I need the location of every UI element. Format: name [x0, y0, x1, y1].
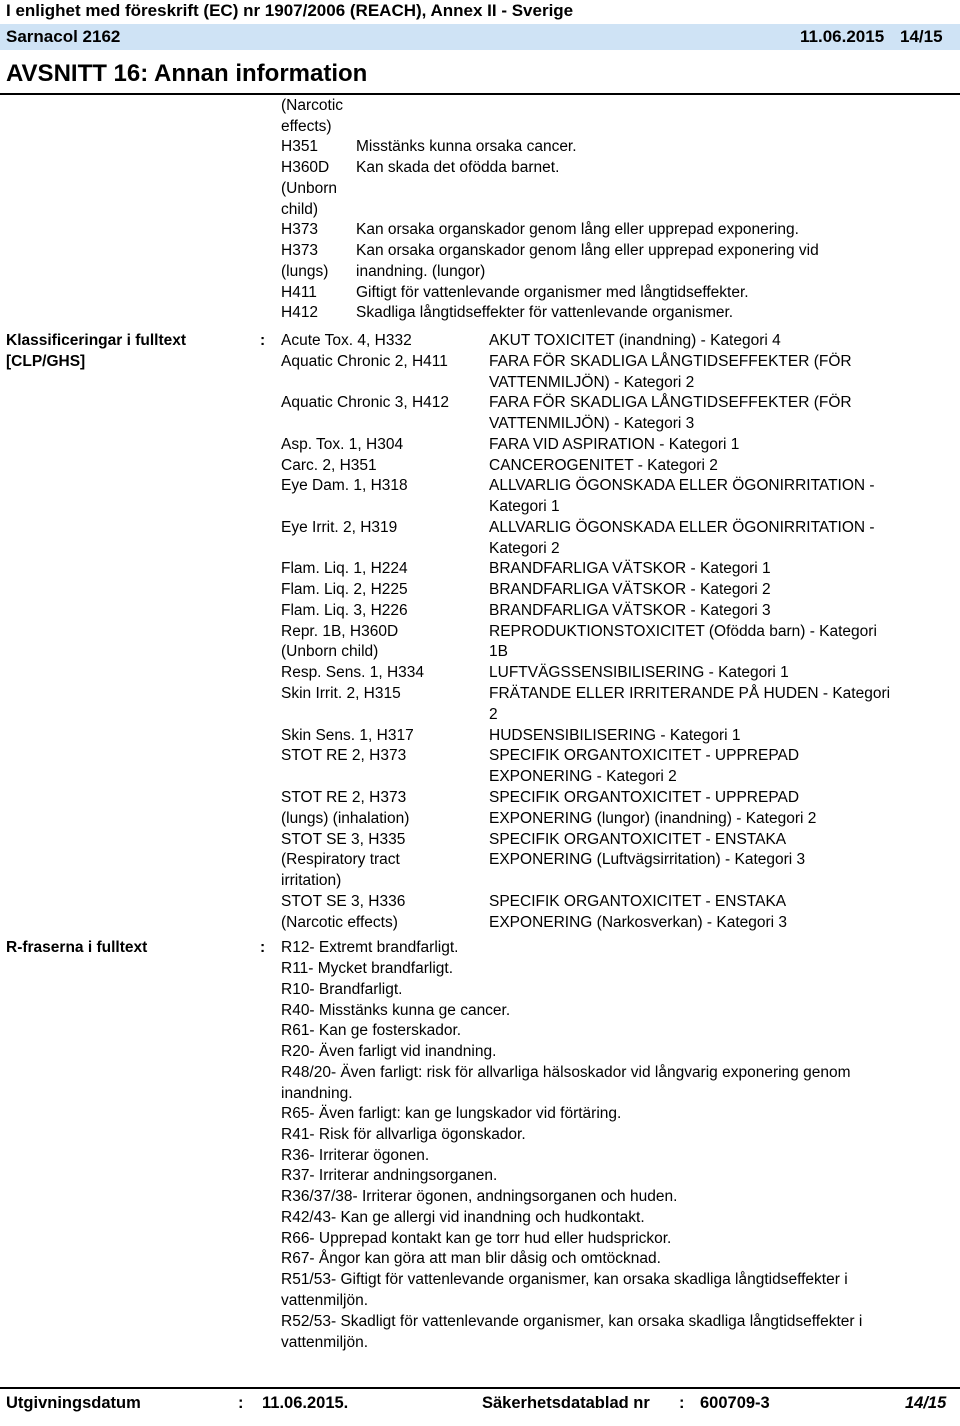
r-phrase: R10- Brandfarligt.	[281, 981, 403, 998]
hazard-description: Kategori 1	[489, 498, 560, 515]
h-statement-text: Kan orsaka organskador genom lång eller upprepad exponering vid	[356, 242, 819, 259]
h-statement-code: child)	[281, 201, 319, 218]
hazard-description: FARA VID ASPIRATION - Kategori 1	[489, 436, 740, 453]
hazard-description: FARA FÖR SKADLIGA LÅNGTIDSEFFEKTER (FÖR	[489, 394, 852, 411]
hazard-class: (Narcotic effects)	[281, 914, 398, 931]
hazard-description: FARA FÖR SKADLIGA LÅNGTIDSEFFEKTER (FÖR	[489, 353, 852, 370]
r-phrase: R52/53- Skadligt för vattenlevande organismer, kan orsaka skadliga långtidseffekter i	[281, 1313, 863, 1330]
r-phrase: R36/37/38- Irriterar ögonen, andningsorganen och huden.	[281, 1188, 678, 1205]
r-phrase: R67- Ångor kan göra att man blir dåsig och omtöcknad.	[281, 1250, 661, 1267]
r-phrases-colon: :	[260, 939, 266, 956]
hazard-class: irritation)	[281, 872, 342, 889]
r-phrase: vattenmiljön.	[281, 1334, 369, 1351]
h-statement-code: (lungs)	[281, 263, 329, 280]
hazard-description: SPECIFIK ORGANTOXICITET - UPPREPAD	[489, 747, 800, 764]
document-header-bar	[0, 24, 960, 50]
hazard-description: AKUT TOXICITET (inandning) - Kategori 4	[489, 332, 781, 349]
classification-colon: :	[260, 332, 266, 349]
footer-page-number: 14/15	[905, 1394, 947, 1412]
hazard-class: (Respiratory tract	[281, 851, 400, 868]
sds-number-label: Säkerhetsdatablad nr	[482, 1394, 650, 1412]
hazard-class: Eye Dam. 1, H318	[281, 477, 408, 494]
hazard-class: Flam. Liq. 2, H225	[281, 581, 408, 598]
h-statement-text: Kan skada det ofödda barnet.	[356, 159, 560, 176]
hazard-class: Eye Irrit. 2, H319	[281, 519, 398, 536]
r-phrase: R66- Upprepad kontakt kan ge torr hud eller hudsprickor.	[281, 1230, 672, 1247]
hazard-class: Skin Irrit. 2, H315	[281, 685, 401, 702]
hazard-class: Skin Sens. 1, H317	[281, 727, 414, 744]
hazard-class: Carc. 2, H351	[281, 457, 377, 474]
r-phrase: inandning.	[281, 1085, 353, 1102]
hazard-class: STOT RE 2, H373	[281, 789, 407, 806]
h-statement-text: Misstänks kunna orsaka cancer.	[356, 138, 577, 155]
r-phrase: R40- Misstänks kunna ge cancer.	[281, 1002, 511, 1019]
hazard-description: BRANDFARLIGA VÄTSKOR - Kategori 1	[489, 560, 771, 577]
h-statement-code: H412	[281, 304, 319, 321]
hazard-description: EXPONERING (Narkosverkan) - Kategori 3	[489, 914, 788, 931]
hazard-description: SPECIFIK ORGANTOXICITET - ENSTAKA	[489, 893, 787, 910]
hazard-description: VATTENMILJÖN) - Kategori 2	[489, 374, 695, 391]
hazard-class: STOT RE 2, H373	[281, 747, 407, 764]
hazard-class: STOT SE 3, H336	[281, 893, 406, 910]
issue-date: 11.06.2015.	[262, 1394, 349, 1412]
h-statement-text: Kan orsaka organskador genom lång eller upprepad exponering.	[356, 221, 799, 238]
section-title: AVSNITT 16: Annan information	[6, 60, 368, 87]
sds-number: 600709-3	[700, 1394, 770, 1412]
hazard-description: SPECIFIK ORGANTOXICITET - UPPREPAD	[489, 789, 800, 806]
hazard-description: FRÄTANDE ELLER IRRITERANDE PÅ HUDEN - Kategori	[489, 685, 891, 702]
hazard-class: Repr. 1B, H360D	[281, 623, 399, 640]
hazard-class: (Unborn child)	[281, 643, 379, 660]
hazard-description: EXPONERING (lungor) (inandning) - Kategori 2	[489, 810, 817, 827]
hazard-description: 2	[489, 706, 498, 723]
r-phrase: R37- Irriterar andningsorganen.	[281, 1167, 498, 1184]
hazard-description: VATTENMILJÖN) - Kategori 3	[489, 415, 695, 432]
h-statement-text: inandning. (lungor)	[356, 263, 486, 280]
r-phrase: R42/43- Kan ge allergi vid inandning och hudkontakt.	[281, 1209, 645, 1226]
hazard-description: BRANDFARLIGA VÄTSKOR - Kategori 2	[489, 581, 771, 598]
header-date: 11.06.2015	[800, 27, 885, 46]
hazard-description: BRANDFARLIGA VÄTSKOR - Kategori 3	[489, 602, 771, 619]
hazard-class: Acute Tox. 4, H332	[281, 332, 412, 349]
hazard-class: STOT SE 3, H335	[281, 831, 406, 848]
r-phrase: R11- Mycket brandfarligt.	[281, 960, 453, 977]
h-statement-code: (Narcotic	[281, 97, 344, 114]
h-statement-code: H373	[281, 242, 319, 259]
h-statement-code: effects)	[281, 118, 332, 135]
hazard-description: REPRODUKTIONSTOXICITET (Ofödda barn) - Kategori	[489, 623, 877, 640]
r-phrase: R36- Irriterar ögonen.	[281, 1147, 430, 1164]
footer-colon: :	[679, 1394, 685, 1412]
hazard-description: ALLVARLIG ÖGONSKADA ELLER ÖGONIRRITATION -	[489, 519, 875, 536]
hazard-description: ALLVARLIG ÖGONSKADA ELLER ÖGONIRRITATION -	[489, 477, 875, 494]
hazard-class: (lungs) (inhalation)	[281, 810, 410, 827]
hazard-class: Asp. Tox. 1, H304	[281, 436, 404, 453]
r-phrase: R65- Även farligt: kan ge lungskador vid förtäring.	[281, 1105, 622, 1122]
r-phrases-label: R-fraserna i fulltext	[6, 939, 148, 956]
r-phrase: R61- Kan ge fosterskador.	[281, 1022, 462, 1039]
h-statement-text: Giftigt för vattenlevande organismer med långtidseffekter.	[356, 284, 749, 301]
classification-label: Klassificeringar i fulltext	[6, 332, 187, 349]
hazard-class: Flam. Liq. 1, H224	[281, 560, 408, 577]
r-phrase: R41- Risk för allvarliga ögonskador.	[281, 1126, 526, 1143]
section-divider	[0, 93, 960, 95]
issue-date-label: Utgivningsdatum	[6, 1394, 141, 1412]
hazard-description: SPECIFIK ORGANTOXICITET - ENSTAKA	[489, 831, 787, 848]
h-statement-code: H373	[281, 221, 319, 238]
hazard-description: HUDSENSIBILISERING - Kategori 1	[489, 727, 741, 744]
h-statement-code: H411	[281, 284, 317, 301]
r-phrase: R20- Även farligt vid inandning.	[281, 1043, 497, 1060]
h-statement-code: (Unborn	[281, 180, 337, 197]
document-header-title: I enlighet med föreskrift (EC) nr 1907/2006 (REACH), Annex II - Sverige	[6, 1, 574, 20]
r-phrase: R51/53- Giftigt för vattenlevande organismer, kan orsaka skadliga långtidseffekter i	[281, 1271, 848, 1288]
h-statement-code: H351	[281, 138, 319, 155]
hazard-description: CANCEROGENITET - Kategori 2	[489, 457, 718, 474]
hazard-description: EXPONERING - Kategori 2	[489, 768, 677, 785]
hazard-class: Resp. Sens. 1, H334	[281, 664, 425, 681]
r-phrase: R12- Extremt brandfarligt.	[281, 939, 459, 956]
product-name: Sarnacol 2162	[6, 27, 121, 46]
r-phrase: R48/20- Även farligt: risk för allvarliga hälsoskador vid långvarig exponering genom	[281, 1064, 851, 1081]
hazard-description: EXPONERING (Luftvägsirritation) - Kategori 3	[489, 851, 806, 868]
hazard-description: 1B	[489, 643, 508, 660]
footer-divider	[0, 1387, 960, 1389]
footer-colon: :	[238, 1394, 244, 1412]
h-statement-text: Skadliga långtidseffekter för vattenlevande organismer.	[356, 304, 734, 321]
hazard-class: Aquatic Chronic 3, H412	[281, 394, 450, 411]
header-page-number: 14/15	[900, 27, 943, 46]
hazard-description: LUFTVÄGSSENSIBILISERING - Kategori 1	[489, 664, 789, 681]
hazard-class: Flam. Liq. 3, H226	[281, 602, 408, 619]
hazard-description: Kategori 2	[489, 540, 560, 557]
r-phrase: vattenmiljön.	[281, 1292, 369, 1309]
classification-label-sub: [CLP/GHS]	[6, 353, 86, 370]
hazard-class: Aquatic Chronic 2, H411	[281, 353, 448, 370]
h-statement-code: H360D	[281, 159, 330, 176]
